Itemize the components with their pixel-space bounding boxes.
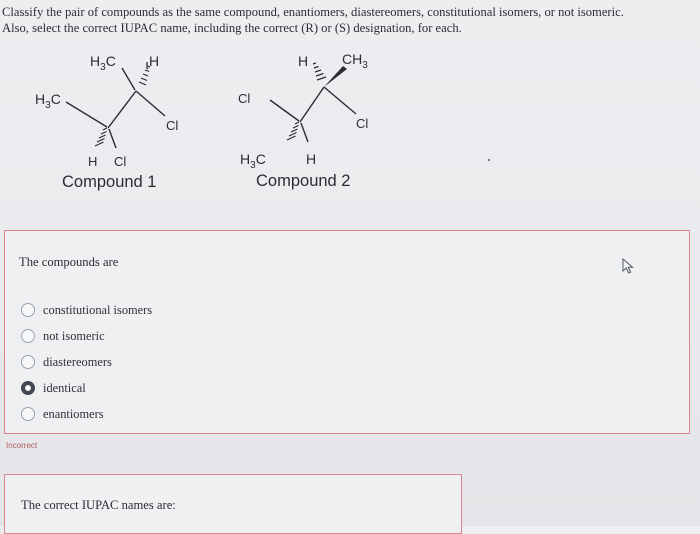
option-label: constitutional isomers [43,302,153,317]
hashed-bond-bottom-left [95,128,107,146]
bond-left [66,102,107,127]
option-label: enantiomers [43,406,104,421]
hashed-bond-bottom-left [287,122,299,140]
stray-dot [488,159,490,161]
atom-bottom-right: H [306,151,317,167]
atom-right: Cl [166,118,179,133]
iupac-names-prompt: The correct IUPAC names are: [21,498,176,512]
option-enantiomers[interactable] [21,401,152,427]
compound-1-label: Compound 1 [62,173,157,191]
hashed-bond-top-left [313,63,326,80]
option-label: diastereomers [43,354,112,369]
mouse-pointer-icon [622,258,636,274]
central-bond [300,87,324,122]
radio-button[interactable] [21,407,35,421]
wedge-bond-top-right [324,66,347,87]
radio-button[interactable] [21,329,35,343]
incorrect-status-label: Incorrect [6,441,38,450]
question-text [2,4,698,36]
atom-bottom-right: Cl [114,154,127,169]
compound-1-structure [30,40,190,170]
bond-bottom-right [301,123,308,142]
atom-top-right: $CH_3$ [342,51,368,71]
atom-right: Cl [356,116,369,131]
iupac-names-box [4,474,462,534]
bond-left [270,100,299,121]
option-label: not isomeric [43,328,105,343]
radio-button[interactable] [21,355,35,369]
option-not-isomeric[interactable] [21,323,152,349]
atom-top-right: H [149,53,160,69]
atom-top-left: $H_3C$ [90,53,116,73]
radio-button-selected[interactable] [21,381,35,395]
atom-top-left: H [298,53,309,69]
atom-left: Cl [238,91,251,106]
atom-left: $H_3C$ [35,91,61,111]
question-line-2: Also, select the correct IUPAC name, including the correct (R) or (S) designation, for each. [2,21,462,35]
atom-bottom-left: $H_3C$ [240,151,266,171]
central-bond [108,91,136,128]
bond-top-left [122,68,135,90]
option-label: identical [43,380,86,395]
classification-prompt: The compounds are [19,255,119,269]
atom-bottom-left: H [88,154,98,169]
radio-button[interactable] [21,303,35,317]
compound-2-label: Compound 2 [256,172,351,190]
option-diastereomers[interactable] [21,349,152,375]
option-identical[interactable] [21,375,152,401]
classification-options [21,297,152,427]
classification-question-box [4,230,690,434]
bond-right [324,87,356,114]
option-constitutional-isomers[interactable] [21,297,152,323]
bond-right [136,91,165,116]
compound-2-structure [228,40,388,170]
bond-bottom-right [109,129,116,148]
question-line-1: Classify the pair of compounds as the same compound, enantiomers, diastereomers, constitutional isomers, or not isomeric. [2,5,624,19]
